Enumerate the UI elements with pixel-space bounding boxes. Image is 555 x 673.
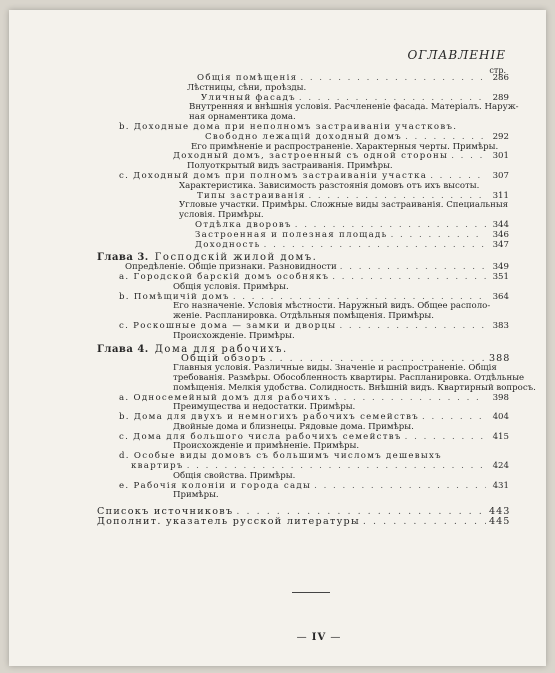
toc-entry-text: Уличный фасадъ [201,92,296,103]
toc-entry-text: Внутренняя и внѣшнія условія. Расчлененіе фасада. Матеріалъ. Наруж- [189,102,519,113]
toc-entry-text: с. Роскошные дома — замки и дворцы [119,320,337,331]
dot-leader [264,241,486,251]
toc-page-number: 347 [492,239,509,250]
toc-entry [97,273,509,283]
toc-entry-text: а. Одноcемейный домъ для рабочихъ [119,392,332,403]
toc-description [97,211,509,221]
toc-entry-text: Общія свойства. Примѣры. [173,470,296,481]
chapter-title: Дома для рабочихъ. [154,343,288,355]
toc-entry [97,231,509,241]
toc-entry-text: b. Доходные дома при неполномъ застраиваніи участковъ. [119,121,458,132]
toc-entry-text: Лѣстницы, сѣни, проѣзды. [187,82,307,93]
toc-page-number: 424 [492,461,509,472]
toc-page-number: 431 [492,480,509,491]
chapter-title: Господскій жилой домъ. [154,252,318,264]
toc-page-number: 443 [489,506,511,518]
table-of-contents [97,73,536,528]
chapter-heading [97,345,509,355]
toc-entry-text: Доходный домъ, застроенный съ одной стороны [173,151,449,162]
toc-entry-text: Типы застраиванія [197,190,306,201]
toc-entry-text: Происхожденіе и примѣненіе. Примѣры. [173,441,360,452]
toc-entry-text: d. Особые виды домовъ съ большимъ числомъ дешевыхъ [119,451,442,462]
toc-entry [97,482,509,492]
dot-leader [391,231,486,241]
toc-page-number: 351 [492,271,509,282]
dot-leader [314,482,486,492]
toc-description [97,491,509,501]
toc-page-number: 301 [492,151,509,162]
toc-description [97,84,509,94]
toc-entry [97,322,509,332]
toc-page-number: 307 [492,170,509,181]
toc-page-number: 364 [492,291,509,302]
toc-entry-text: Застроенная и полезная площадь [195,229,388,240]
toc-entry-text: Угловые участки. Примѣры. Сложные виды застраиванія. Специальныя [179,200,509,211]
document-page [9,10,546,666]
toc-entry [97,241,509,251]
dot-leader [451,152,486,162]
dot-leader [339,322,486,332]
dot-leader [334,394,486,404]
toc-entry-text: е. Рабочія колоніи и города сады [119,480,312,491]
toc-description [97,102,519,113]
page-folio: — IV — [296,632,342,643]
divider-rule [292,592,330,593]
toc-entry-text: Двойные дома и близнецы. Рядовые дома. Примѣры. [173,421,414,432]
dot-leader [300,74,486,84]
toc-entry-text: условія. Примѣры. [179,210,264,221]
page-column-label: стр. [489,66,506,75]
toc-entry [97,517,509,527]
dot-leader [405,433,486,443]
toc-entry-text: помѣщенія. Мелкія удобства. Солидность. Внѣшній видъ. Квартирный вопросъ. [173,382,536,393]
chapter-label: Глава 3. [97,252,149,264]
dot-leader [363,517,486,527]
toc-entry-text: ная орнаментика дома. [189,112,296,123]
toc-entry-text: требованія. Размѣры. Обособленность квартиры. Распланировка. Отдѣльные [173,372,525,383]
toc-entry-text: Общія условія. Примѣры. [173,281,289,292]
toc-entry-text: с. Доходный домъ при полномъ застраиваніи участка [119,170,428,181]
toc-page-number: 415 [492,431,509,442]
toc-entry-text: Примѣры. [173,490,219,501]
toc-entry-text: Происхожденіе. Примѣры. [173,330,295,341]
toc-page-number: 349 [492,262,509,273]
toc-entry-text: b. Помѣщичій домъ [119,291,230,302]
toc-entry-text: женіе. Распланировка. Отдѣльныя помѣщенія. Примѣры. [173,311,434,322]
toc-page-number: 445 [489,516,511,528]
toc-page-number: 289 [492,92,509,103]
toc-entry-text: b. Дома для двухъ и немногихъ рабочихъ семействъ [119,412,420,423]
toc-page-number: 388 [489,353,511,365]
toc-page-number: 404 [492,412,509,423]
toc-entry-text: Отдѣлка дворовъ [195,219,292,230]
toc-entry-text: Общія помѣщенія [197,73,298,83]
toc-entry-text: Опредѣленіе. Общіе признаки. Разновидности [125,262,337,273]
toc-page-number: 344 [492,219,509,230]
toc-description [97,201,509,211]
folio-number: IV [311,632,327,643]
dot-leader [340,263,486,273]
toc-entry-text: Главныя условія. Различные виды. Значеніе и распространеніе. Общія [173,363,497,374]
toc-entry-text: квартиръ [131,461,184,472]
toc-entry-text: Преимущества и недостатки. Примѣры. [173,402,356,413]
dot-leader [332,273,486,283]
toc-page-number: 292 [492,131,509,142]
toc-entry-text: а. Городской барскій домъ особнякъ [119,271,330,282]
toc-page-number: 346 [492,229,509,240]
toc-entry-text: с. Дома для большого числа рабочихъ семействъ [119,431,402,442]
toc-entry-text: Полуоткрытый видъ застраиванія. Примѣры. [187,161,393,172]
toc-entry-text: Его назначеніе. Условія мѣстности. Наружный видъ. Общее располо- [173,301,491,312]
toc-entry-text: Свободно лежащій доходный домъ [205,131,403,142]
toc-entry-text: Списокъ источниковъ [97,506,234,518]
toc-page-number: 311 [492,190,509,201]
toc-entry-text: Его примѣненіе и распространеніе. Характерныя черты. Примѣры. [191,141,499,152]
toc-entry [97,462,509,472]
toc-page-number: 383 [492,320,509,331]
toc-entry-text: Характеристика. Зависимость разстоянія домовъ отъ ихъ высоты. [179,180,480,191]
toc-entry-text: Общій обзоръ [181,353,267,365]
toc-entry-text: Доходность [195,239,261,250]
chapter-label: Глава 4. [97,343,149,355]
dot-leader [422,413,486,423]
page-header-title: ОГЛАВЛЕНІЕ [407,48,506,62]
toc-description [97,332,509,342]
toc-page-number: 398 [492,392,509,403]
toc-entry-text: Дополнит. указатель русской литературы [97,516,360,528]
toc-page-number: 286 [492,73,509,83]
